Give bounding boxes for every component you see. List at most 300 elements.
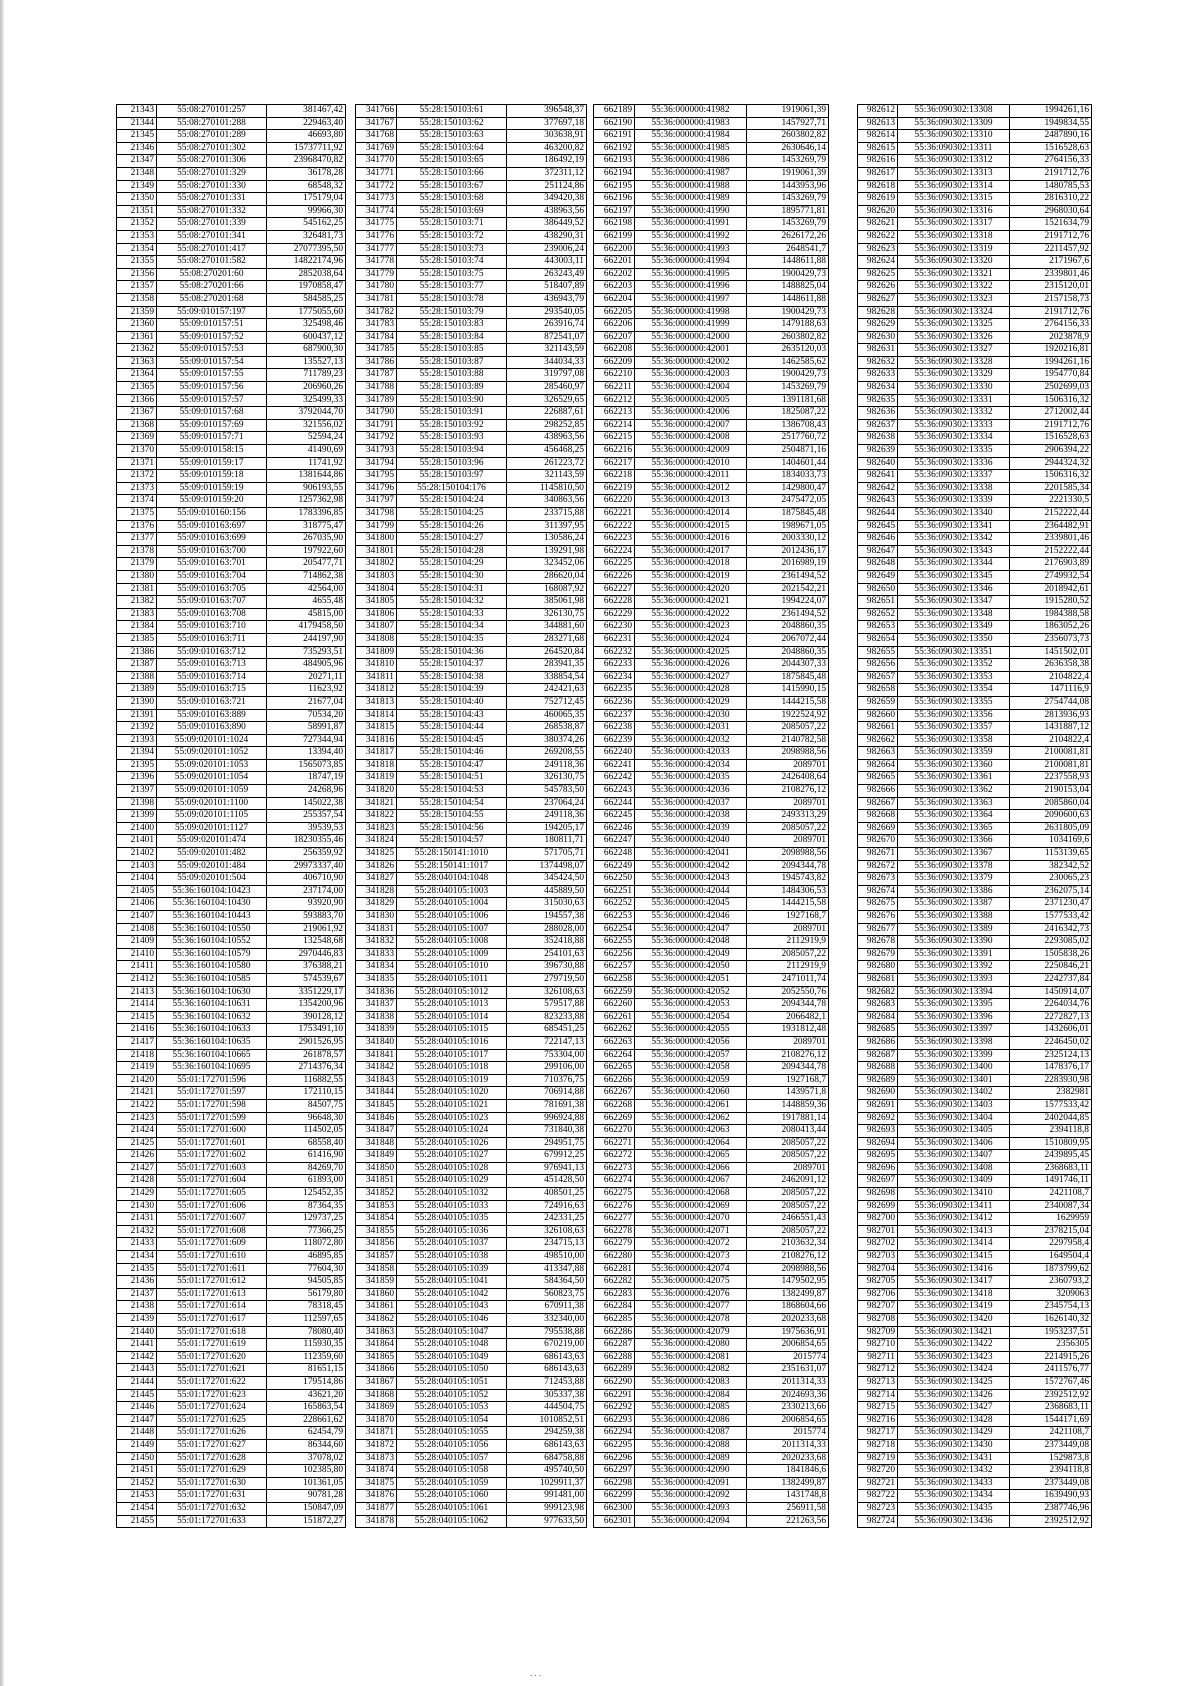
- cadastral-number: 55:01:172701:610: [157, 1251, 267, 1264]
- cadastral-number: 55:28:040105:1049: [397, 1351, 507, 1364]
- row-number: 21433: [117, 1238, 157, 1251]
- table-row: [356, 281, 587, 294]
- cadastral-number: 55:01:172701:612: [157, 1276, 267, 1289]
- cadastral-number: 55:28:150103:68: [397, 193, 507, 206]
- table-row: [858, 747, 1092, 760]
- table-row: [117, 520, 346, 533]
- table-row: [356, 1465, 587, 1478]
- table-row: [356, 873, 587, 886]
- cadastral-value: 2764156,33: [1010, 155, 1092, 168]
- cadastral-value: 2250846,21: [1010, 961, 1092, 974]
- row-number: 341774: [356, 205, 397, 218]
- table-row: [858, 948, 1092, 961]
- cadastral-value: 269208,55: [507, 747, 587, 760]
- table-row: [117, 142, 346, 155]
- row-number: 662232: [594, 646, 635, 659]
- cadastral-number: 55:28:150103:74: [397, 256, 507, 269]
- cadastral-number: 55:36:000000:42086: [635, 1414, 747, 1427]
- cadastral-number: 55:36:000000:42047: [635, 923, 747, 936]
- row-number: 341842: [356, 1062, 397, 1075]
- cadastral-value: 753304,00: [507, 1049, 587, 1062]
- row-number: 21373: [117, 482, 157, 495]
- cadastral-number: 55:36:000000:42031: [635, 722, 747, 735]
- row-number: 341820: [356, 785, 397, 798]
- cadastral-number: 55:28:040105:1047: [397, 1326, 507, 1339]
- table-row: [117, 785, 346, 798]
- row-number: 341788: [356, 382, 397, 395]
- table-row: [117, 1427, 346, 1440]
- cadastral-value: 36178,28: [267, 167, 346, 180]
- table-row: [858, 1276, 1092, 1289]
- cadastral-value: 495740,50: [507, 1465, 587, 1478]
- row-number: 662244: [594, 797, 635, 810]
- table-row: [594, 1490, 829, 1503]
- row-number: 21351: [117, 205, 157, 218]
- cadastral-number: 55:36:090302:13435: [898, 1502, 1010, 1515]
- cadastral-number: 55:28:150104:45: [397, 734, 507, 747]
- table-row: [594, 155, 829, 168]
- table-row: [117, 898, 346, 911]
- row-number: 982677: [858, 923, 898, 936]
- cadastral-value: 2011314,33: [747, 1376, 829, 1389]
- cadastral-number: 55:36:000000:42023: [635, 621, 747, 634]
- cadastral-number: 55:36:000000:42041: [635, 848, 747, 861]
- cadastral-number: 55:01:172701:632: [157, 1502, 267, 1515]
- cadastral-value: 2402044,85: [1010, 1112, 1092, 1125]
- table-row: [594, 193, 829, 206]
- cadastral-value: 1984388,58: [1010, 608, 1092, 621]
- cadastral-value: 288028,00: [507, 923, 587, 936]
- table-row: [858, 923, 1092, 936]
- cadastral-value: 2339801,46: [1010, 268, 1092, 281]
- table-row: [356, 407, 587, 420]
- table-row: [117, 936, 346, 949]
- row-number: 982717: [858, 1427, 898, 1440]
- row-number: 21422: [117, 1099, 157, 1112]
- table-row: [356, 1351, 587, 1364]
- cadastral-number: 55:09:010163:704: [157, 570, 267, 583]
- row-number: 662286: [594, 1326, 635, 1339]
- row-number: 341792: [356, 432, 397, 445]
- row-number: 662276: [594, 1200, 635, 1213]
- row-number: 21440: [117, 1326, 157, 1339]
- cadastral-value: 344034,33: [507, 356, 587, 369]
- cadastral-value: 2394118,8: [1010, 1465, 1092, 1478]
- row-number: 982679: [858, 948, 898, 961]
- cadastral-number: 55:36:000000:42026: [635, 659, 747, 672]
- table-row: [594, 508, 829, 521]
- row-number: 982644: [858, 508, 898, 521]
- row-number: 982670: [858, 835, 898, 848]
- table-row: [356, 923, 587, 936]
- table-row: [356, 1301, 587, 1314]
- table-row: [594, 117, 829, 130]
- row-number: 341823: [356, 822, 397, 835]
- row-number: 21397: [117, 785, 157, 798]
- row-number: 982666: [858, 785, 898, 798]
- cadastral-number: 55:36:000000:42018: [635, 558, 747, 571]
- cadastral-number: 55:28:150104:54: [397, 797, 507, 810]
- cadastral-number: 55:09:010163:710: [157, 621, 267, 634]
- cadastral-number: 55:28:150103:89: [397, 382, 507, 395]
- table-row: [356, 230, 587, 243]
- row-number: 21454: [117, 1502, 157, 1515]
- cadastral-number: 55:28:150104:33: [397, 608, 507, 621]
- row-number: 21392: [117, 722, 157, 735]
- cadastral-value: 326130,75: [507, 772, 587, 785]
- cadastral-number: 55:36:090302:13402: [898, 1087, 1010, 1100]
- row-number: 21348: [117, 167, 157, 180]
- table-row: [594, 419, 829, 432]
- cadastral-number: 55:01:172701:623: [157, 1389, 267, 1402]
- cadastral-value: 484905,96: [267, 659, 346, 672]
- row-number: 21384: [117, 621, 157, 634]
- cadastral-value: 2171967,6: [1010, 256, 1092, 269]
- cadastral-value: 687900,30: [267, 344, 346, 357]
- cadastral-number: 55:36:000000:42056: [635, 1036, 747, 1049]
- cadastral-number: 55:36:090302:13355: [898, 696, 1010, 709]
- cadastral-value: 2392512,92: [1010, 1515, 1092, 1528]
- table-row: [594, 596, 829, 609]
- cadastral-number: 55:36:090302:13330: [898, 382, 1010, 395]
- row-number: 341795: [356, 470, 397, 483]
- cadastral-number: 55:36:090302:13318: [898, 230, 1010, 243]
- cadastral-value: 2631805,09: [1010, 822, 1092, 835]
- cadastral-number: 55:36:000000:42061: [635, 1099, 747, 1112]
- cadastral-value: 294951,75: [507, 1137, 587, 1150]
- row-number: 341859: [356, 1276, 397, 1289]
- row-number: 21448: [117, 1427, 157, 1440]
- cadastral-value: 1453269,79: [747, 193, 829, 206]
- table-row: [858, 684, 1092, 697]
- row-number: 341877: [356, 1502, 397, 1515]
- cadastral-number: 55:09:010159:19: [157, 482, 267, 495]
- cadastral-value: 2351631,07: [747, 1364, 829, 1377]
- table-row: [594, 482, 829, 495]
- table-row: [356, 1074, 587, 1087]
- cadastral-number: 55:36:160104:10665: [157, 1049, 267, 1062]
- cadastral-value: 145022,38: [267, 797, 346, 810]
- cadastral-value: 2368683,11: [1010, 1162, 1092, 1175]
- cadastral-number: 55:09:010158:15: [157, 445, 267, 458]
- row-number: 341816: [356, 734, 397, 747]
- row-number: 662212: [594, 394, 635, 407]
- table-row: [117, 659, 346, 672]
- table-row: [594, 1112, 829, 1125]
- row-number: 341810: [356, 659, 397, 672]
- row-number: 662254: [594, 923, 635, 936]
- cadastral-value: 1875845,48: [747, 508, 829, 521]
- table-row: [594, 167, 829, 180]
- cadastral-number: 55:36:090302:13432: [898, 1465, 1010, 1478]
- cadastral-value: 2754744,08: [1010, 696, 1092, 709]
- table-row: [117, 1477, 346, 1490]
- cadastral-value: 670219,00: [507, 1339, 587, 1352]
- row-number: 662294: [594, 1427, 635, 1440]
- table-row: [594, 319, 829, 332]
- row-number: 982640: [858, 457, 898, 470]
- table-row: [858, 659, 1092, 672]
- cadastral-value: 1516528,63: [1010, 142, 1092, 155]
- table-row: [356, 1376, 587, 1389]
- cadastral-value: 230065,23: [1010, 873, 1092, 886]
- cadastral-number: 55:36:000000:42029: [635, 696, 747, 709]
- row-number: 341790: [356, 407, 397, 420]
- cadastral-value: 1010852,51: [507, 1414, 587, 1427]
- row-number: 982643: [858, 495, 898, 508]
- cadastral-value: 2018942,61: [1010, 583, 1092, 596]
- table-row: [117, 1326, 346, 1339]
- cadastral-number: 55:09:020101:504: [157, 873, 267, 886]
- cadastral-value: 326130,75: [507, 608, 587, 621]
- table-row: [117, 293, 346, 306]
- table-row: [858, 860, 1092, 873]
- table-row: [594, 646, 829, 659]
- cadastral-number: 55:36:090302:13331: [898, 394, 1010, 407]
- row-number: 982703: [858, 1251, 898, 1264]
- cadastral-number: 55:36:090302:13362: [898, 785, 1010, 798]
- cadastral-value: 46895,85: [267, 1251, 346, 1264]
- table-row: [594, 961, 829, 974]
- cadastral-value: 376388,21: [267, 961, 346, 974]
- cadastral-number: 55:36:090302:13322: [898, 281, 1010, 294]
- row-number: 982636: [858, 407, 898, 420]
- cadastral-number: 55:36:090302:13425: [898, 1376, 1010, 1389]
- row-number: 982621: [858, 218, 898, 231]
- table-row: [117, 1074, 346, 1087]
- cadastral-value: 21677,04: [267, 696, 346, 709]
- cadastral-number: 55:36:090302:13350: [898, 633, 1010, 646]
- cadastral-value: 168087,92: [507, 583, 587, 596]
- table-row: [356, 445, 587, 458]
- cadastral-value: 1354200,96: [267, 999, 346, 1012]
- cadastral-value: 344881,60: [507, 621, 587, 634]
- cadastral-value: 498510,00: [507, 1251, 587, 1264]
- row-number: 662219: [594, 482, 635, 495]
- row-number: 662234: [594, 671, 635, 684]
- table-row: [594, 1251, 829, 1264]
- row-number: 341813: [356, 696, 397, 709]
- cadastral-value: 686143,63: [507, 1364, 587, 1377]
- table-row: [117, 558, 346, 571]
- table-row: [356, 1364, 587, 1377]
- row-number: 21442: [117, 1351, 157, 1364]
- table-row: [594, 382, 829, 395]
- cadastral-number: 55:36:090302:13422: [898, 1339, 1010, 1352]
- row-number: 341819: [356, 772, 397, 785]
- row-number: 982681: [858, 973, 898, 986]
- row-number: 662278: [594, 1225, 635, 1238]
- cadastral-number: 55:36:090302:13423: [898, 1351, 1010, 1364]
- cadastral-number: 55:36:160104:10632: [157, 1011, 267, 1024]
- row-number: 21378: [117, 545, 157, 558]
- row-number: 982667: [858, 797, 898, 810]
- row-number: 982704: [858, 1263, 898, 1276]
- table-row: [356, 306, 587, 319]
- cadastral-number: 55:09:010163:708: [157, 608, 267, 621]
- cadastral-value: 1488825,04: [747, 281, 829, 294]
- table-row: [594, 445, 829, 458]
- cadastral-value: 390128,12: [267, 1011, 346, 1024]
- cadastral-number: 55:28:040105:1018: [397, 1062, 507, 1075]
- cadastral-value: 2749932,54: [1010, 570, 1092, 583]
- row-number: 341803: [356, 570, 397, 583]
- cadastral-number: 55:36:000000:42065: [635, 1150, 747, 1163]
- row-number: 982632: [858, 356, 898, 369]
- cadastral-number: 55:08:270101:417: [157, 243, 267, 256]
- row-number: 662271: [594, 1137, 635, 1150]
- cadastral-table-1: [116, 104, 346, 1528]
- row-number: 662264: [594, 1049, 635, 1062]
- cadastral-number: 55:28:040105:1061: [397, 1502, 507, 1515]
- cadastral-value: 1922524,92: [747, 709, 829, 722]
- cadastral-value: 1444215,58: [747, 898, 829, 911]
- cadastral-number: 55:36:090302:13325: [898, 319, 1010, 332]
- table-row: [858, 885, 1092, 898]
- table-row: [117, 608, 346, 621]
- cadastral-number: 55:36:000000:42038: [635, 810, 747, 823]
- row-number: 341797: [356, 495, 397, 508]
- cadastral-value: 186492,19: [507, 155, 587, 168]
- row-number: 21421: [117, 1087, 157, 1100]
- table-row: [858, 709, 1092, 722]
- table-row: [858, 117, 1092, 130]
- row-number: 982659: [858, 696, 898, 709]
- cadastral-value: 2968030,64: [1010, 205, 1092, 218]
- table-row: [594, 734, 829, 747]
- cadastral-number: 55:36:090302:13426: [898, 1389, 1010, 1402]
- table-row: [594, 1175, 829, 1188]
- row-number: 341836: [356, 986, 397, 999]
- cadastral-number: 55:28:040105:1010: [397, 961, 507, 974]
- row-number: 341835: [356, 973, 397, 986]
- table-row: [356, 860, 587, 873]
- cadastral-value: 1432606,01: [1010, 1024, 1092, 1037]
- cadastral-value: 670911,38: [507, 1301, 587, 1314]
- cadastral-number: 55:36:000000:42075: [635, 1276, 747, 1289]
- cadastral-number: 55:01:172701:629: [157, 1465, 267, 1478]
- row-number: 341776: [356, 230, 397, 243]
- row-number: 982689: [858, 1074, 898, 1087]
- cadastral-number: 55:28:040105:1053: [397, 1402, 507, 1415]
- cadastral-value: 1863052,26: [1010, 621, 1092, 634]
- cadastral-value: 382342,52: [1010, 860, 1092, 873]
- cadastral-value: 735293,51: [267, 646, 346, 659]
- cadastral-number: 55:28:150104:57: [397, 835, 507, 848]
- table-row: [356, 193, 587, 206]
- cadastral-number: 55:09:010157:52: [157, 331, 267, 344]
- cadastral-value: 976941,13: [507, 1162, 587, 1175]
- cadastral-value: 2090600,63: [1010, 810, 1092, 823]
- table-row: [858, 1175, 1092, 1188]
- table-row: [858, 230, 1092, 243]
- row-number: 662293: [594, 1414, 635, 1427]
- table-row: [356, 772, 587, 785]
- row-number: 341805: [356, 596, 397, 609]
- table-row: [594, 772, 829, 785]
- cadastral-value: 2635120,03: [747, 344, 829, 357]
- row-number: 21418: [117, 1049, 157, 1062]
- row-number: 341783: [356, 319, 397, 332]
- table-row: [356, 797, 587, 810]
- cadastral-value: 2339801,46: [1010, 533, 1092, 546]
- row-number: 662213: [594, 407, 635, 420]
- cadastral-value: 4655,48: [267, 596, 346, 609]
- cadastral-value: 711789,23: [267, 369, 346, 382]
- table-row: [594, 948, 829, 961]
- table-row: [117, 457, 346, 470]
- cadastral-value: 115930,35: [267, 1339, 346, 1352]
- table-row: [356, 1188, 587, 1201]
- cadastral-value: 710376,75: [507, 1074, 587, 1087]
- table-row: [858, 1515, 1092, 1528]
- table-row: [117, 344, 346, 357]
- cadastral-number: 55:36:000000:42014: [635, 508, 747, 521]
- cadastral-value: 2089701: [747, 835, 829, 848]
- table-row: [117, 331, 346, 344]
- cadastral-value: 197922,60: [267, 545, 346, 558]
- cadastral-value: 311397,95: [507, 520, 587, 533]
- cadastral-number: 55:28:150104:28: [397, 545, 507, 558]
- cadastral-value: 2636358,38: [1010, 659, 1092, 672]
- cadastral-number: 55:36:000000:42059: [635, 1074, 747, 1087]
- cadastral-number: 55:09:010157:54: [157, 356, 267, 369]
- cadastral-value: 999123,98: [507, 1502, 587, 1515]
- table-row: [594, 457, 829, 470]
- row-number: 662270: [594, 1125, 635, 1138]
- cadastral-number: 55:36:000000:42044: [635, 885, 747, 898]
- cadastral-number: 55:36:000000:42080: [635, 1339, 747, 1352]
- cadastral-number: 55:01:172701:619: [157, 1339, 267, 1352]
- cadastral-number: 55:36:000000:42054: [635, 1011, 747, 1024]
- table-row: [594, 407, 829, 420]
- table-row: [356, 608, 587, 621]
- cadastral-number: 55:36:000000:42083: [635, 1376, 747, 1389]
- cadastral-number: 55:36:090302:13316: [898, 205, 1010, 218]
- row-number: 662299: [594, 1490, 635, 1503]
- cadastral-number: 55:28:040105:1024: [397, 1125, 507, 1138]
- cadastral-value: 2345754,13: [1010, 1301, 1092, 1314]
- table-row: [356, 973, 587, 986]
- cadastral-value: 1841846,6: [747, 1465, 829, 1478]
- row-number: 341831: [356, 923, 397, 936]
- row-number: 341843: [356, 1074, 397, 1087]
- row-number: 662258: [594, 973, 635, 986]
- cadastral-value: 2140782,58: [747, 734, 829, 747]
- cadastral-value: 299106,00: [507, 1062, 587, 1075]
- table-row: [356, 1439, 587, 1452]
- row-number: 662216: [594, 445, 635, 458]
- row-number: 662255: [594, 936, 635, 949]
- row-number: 21391: [117, 709, 157, 722]
- table-row: [117, 419, 346, 432]
- cadastral-value: 78318,45: [267, 1301, 346, 1314]
- cadastral-number: 55:36:090302:13420: [898, 1314, 1010, 1327]
- cadastral-number: 55:36:090302:13386: [898, 885, 1010, 898]
- table-row: [117, 1251, 346, 1264]
- table-row: [356, 1112, 587, 1125]
- cadastral-number: 55:36:090302:13427: [898, 1402, 1010, 1415]
- cadastral-number: 55:36:000000:42052: [635, 986, 747, 999]
- cadastral-value: 2085860,04: [1010, 797, 1092, 810]
- row-number: 982660: [858, 709, 898, 722]
- cadastral-value: 1506316,32: [1010, 470, 1092, 483]
- cadastral-number: 55:28:150103:77: [397, 281, 507, 294]
- cadastral-value: 81651,15: [267, 1364, 346, 1377]
- cadastral-value: 13394,40: [267, 747, 346, 760]
- cadastral-value: 62454,79: [267, 1427, 346, 1440]
- cadastral-value: 2211457,92: [1010, 243, 1092, 256]
